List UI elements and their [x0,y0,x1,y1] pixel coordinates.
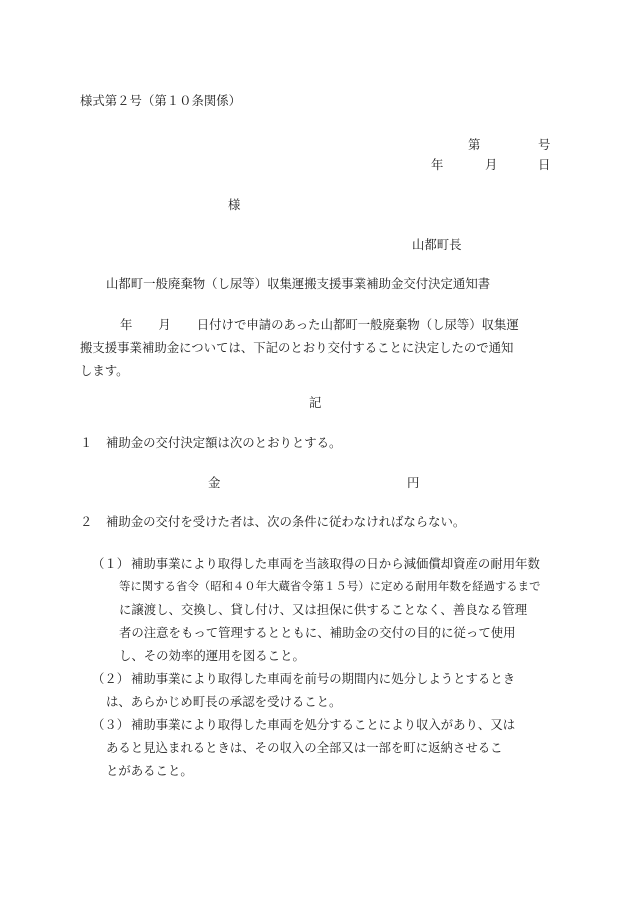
body-paragraph [80,313,552,382]
doc-number-go: 号 [538,137,551,152]
section1-text: 補助金の交付決定額は次のとおりとする。 [106,435,342,450]
condition-line: 補助事業により取得した車両を当該取得の日から減価償却資産の耐用年数 [131,556,540,571]
body-month: 月 [158,317,171,332]
doc-number-dai: 第 [468,137,481,152]
condition-number: （１） [92,556,130,571]
condition-number: （３） [92,717,130,732]
condition-line: あると見込まれるときは、その収入の全部又は一部を町に返納させるこ [106,740,503,755]
form-label: 様式第２号（第１０条関係） [80,93,242,108]
amount-en: 円 [407,475,420,490]
section1-number: １ [80,435,93,450]
condition-number: （２） [92,671,130,686]
body-line: します。 [80,363,129,378]
document-title: 山都町一般廃棄物（し尿等）収集運搬支援事業補助金交付決定通知書 [106,276,491,291]
condition-line: は、あらかじめ町長の承認を受けること。 [106,694,342,709]
condition-line: 補助事業により取得した車両を前号の期間内に処分しようとするとき [131,671,516,686]
condition-line: とがあること。 [106,763,193,778]
date-day: 日 [538,157,551,172]
section2-number: ２ [80,514,93,529]
date-month: 月 [485,157,498,172]
condition-line: 者の注意をもって管理するとともに、補助金の交付の目的に従って使用 [119,625,516,640]
body-year: 年 [120,317,133,332]
condition-line: に譲渡し、交換し、貸し付け、又は担保に供することなく、善良なる管理 [119,602,528,617]
section2-text: 補助金の交付を受けた者は、次の条件に従わなければならない。 [106,514,466,529]
body-line: 搬支援事業補助金については、下記のとおり交付することに決定したので通知 [80,340,514,355]
amount-kin: 金 [208,475,221,490]
condition-line: し、その効率的運用を図ること。 [119,648,305,663]
addressee-suffix: 様 [228,197,241,212]
ki-heading: 記 [309,395,322,410]
issuer: 山都町長 [412,237,462,252]
date-year: 年 [431,157,444,172]
condition-line: 等に関する省令（昭和４０年大蔵省令第１５号）に定める耐用年数を経過するまで [119,579,541,593]
body-line: 年 月 日付けで申請のあった山都町一般廃棄物（し尿等）収集運 [120,317,519,332]
condition-line: 補助事業により取得した車両を処分することにより収入があり、又は [131,717,516,732]
